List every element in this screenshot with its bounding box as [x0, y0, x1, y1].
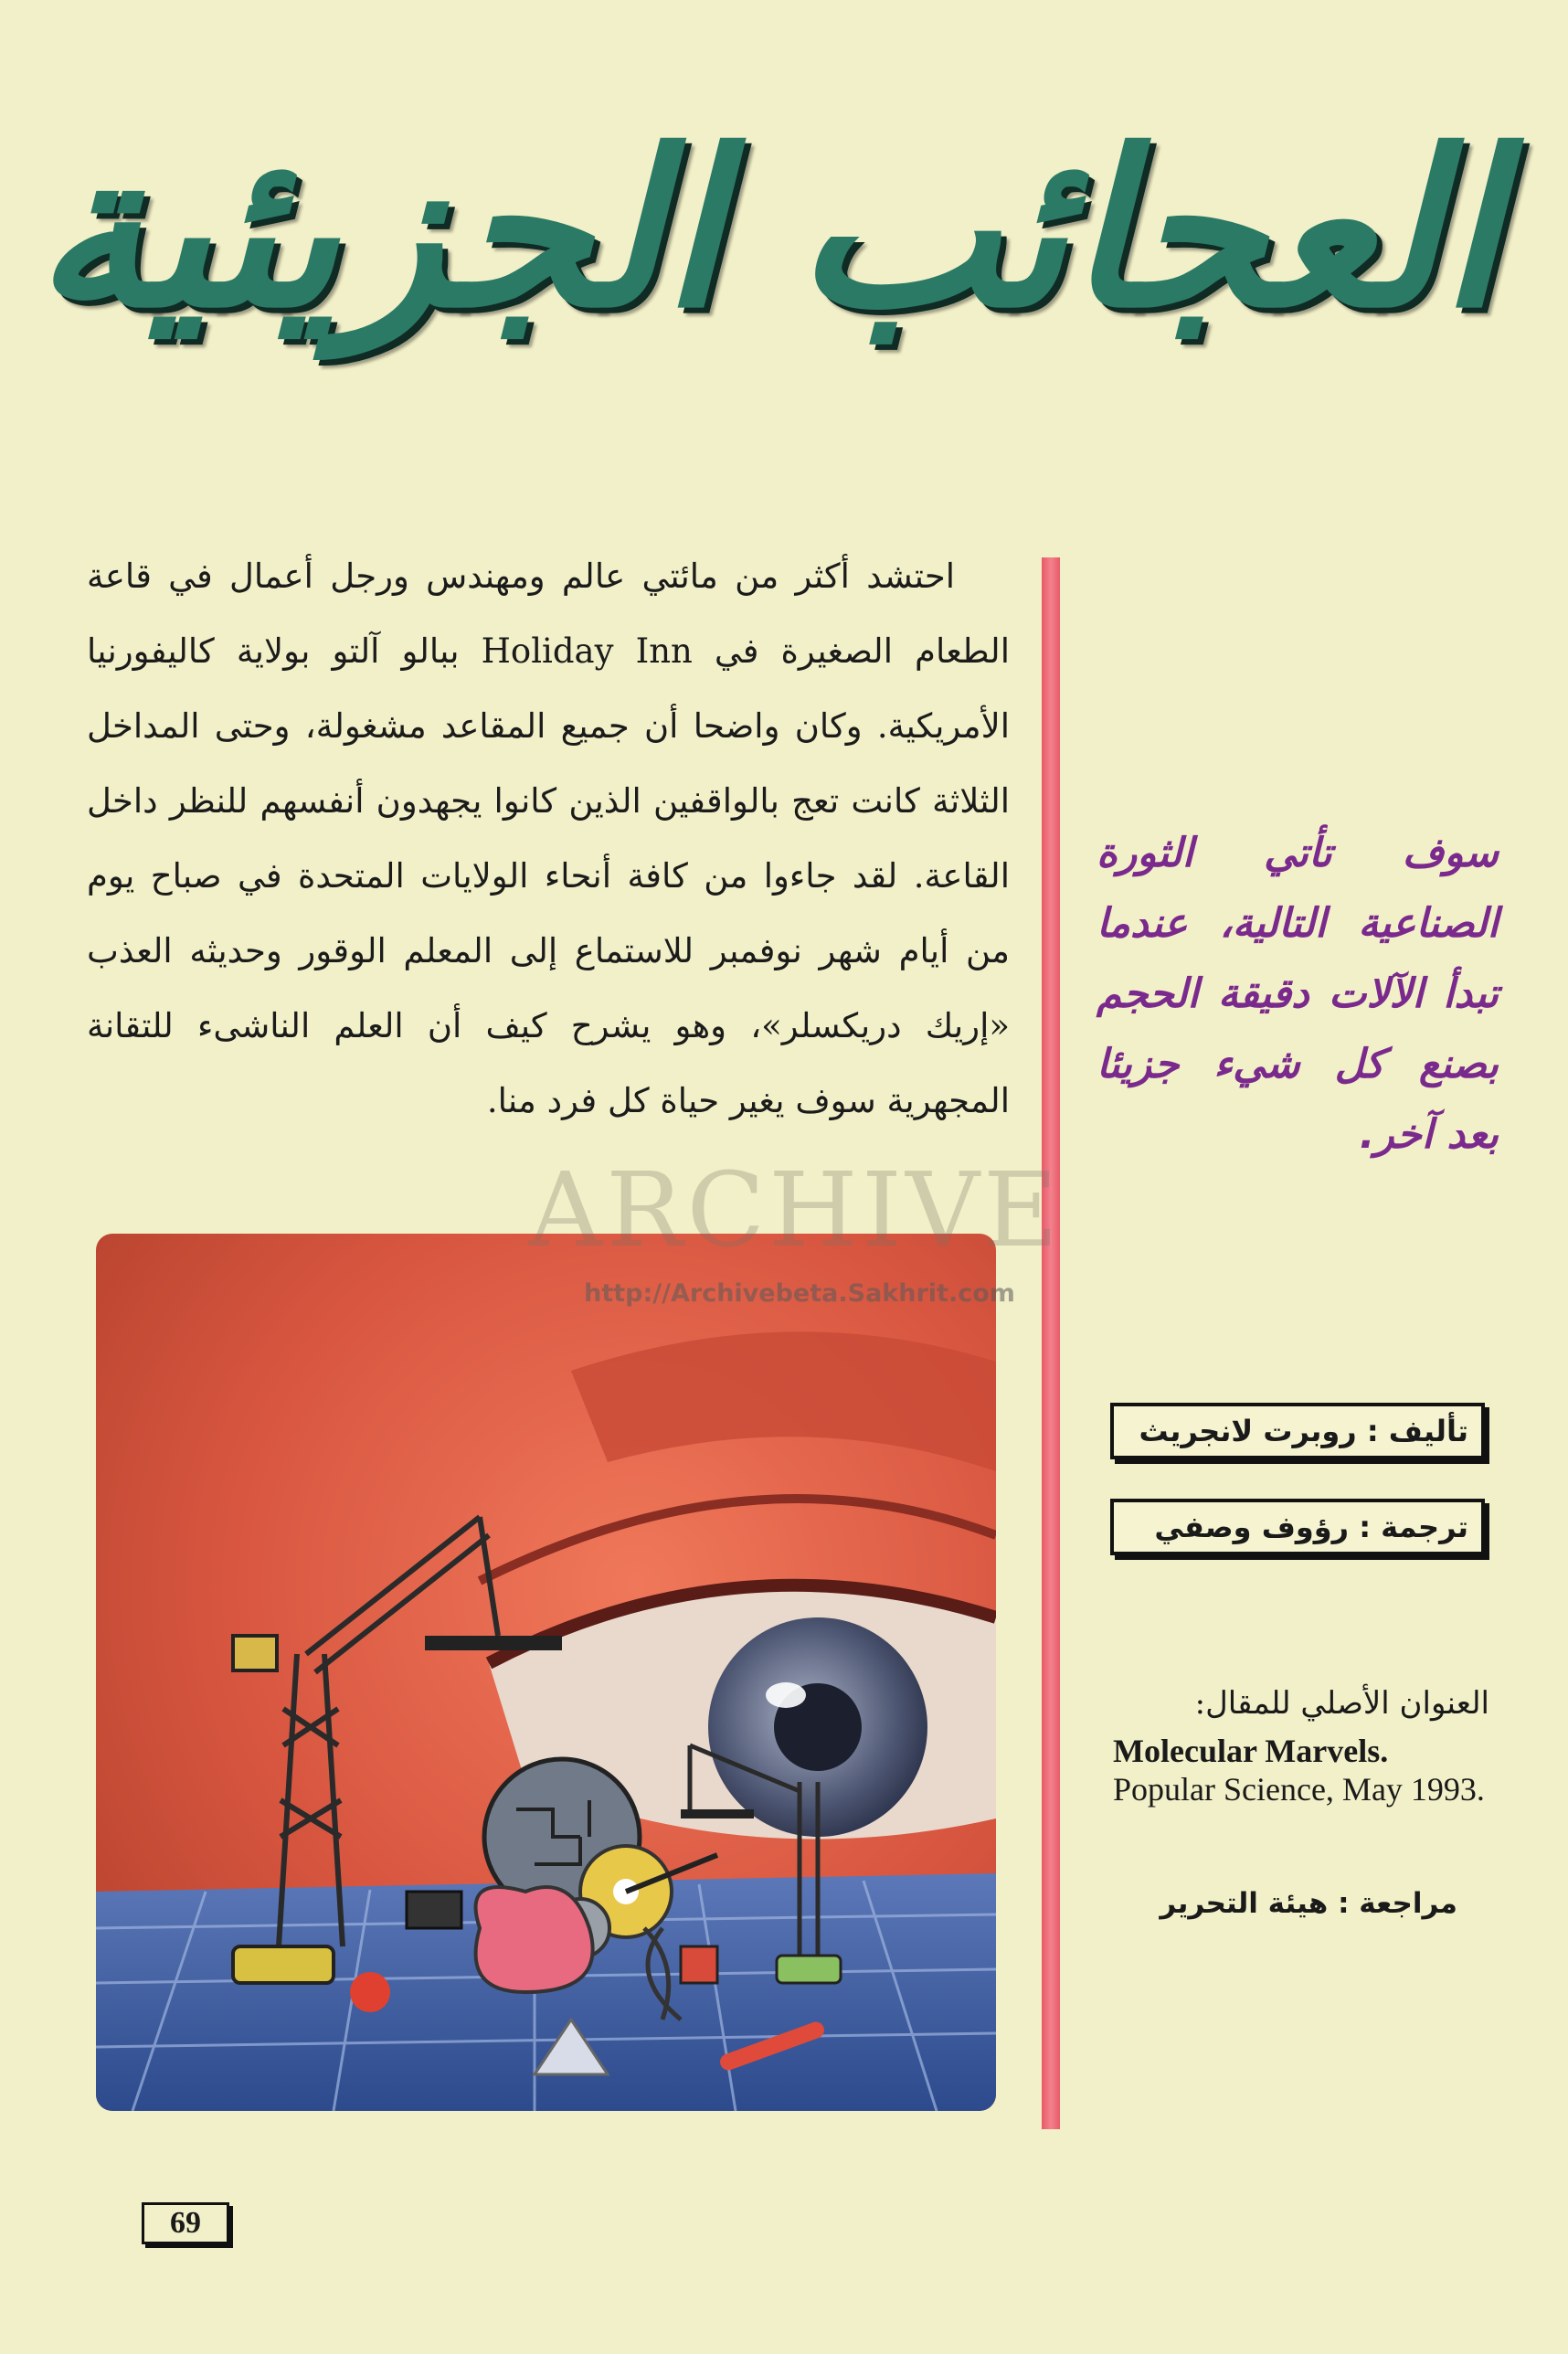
original-source: Popular Science, May 1993.	[1113, 1771, 1485, 1808]
watermark-text: ARCHIVE	[528, 1151, 1062, 1270]
body-paragraph: احتشد أكثر من مائتي عالم ومهندس ورجل أعمال في قاعة الطعام الصغيرة في Holiday Inn ببالو آلتو بولاية كاليفورنيا الأمريكية. وكان واضحا أن جميع المقاعد مشغولة، وحتى المداخل الثلاثة كانت تعج بالواقفين الذين كانوا يجهدون أنفسهم للنظر داخل القاعة. لقد جاءوا من كافة أنحاء الولايات المتحدة في صباح يوم من أيام شهر نوفمبر للاستماع إلى المعلم الوقور وحديثه العذب «إريك دريكسلر»، وهو يشرح كيف أن العلم الناشىء للتقانة المجهرية سوف يغير حياة كل فرد منا.	[87, 557, 1010, 1120]
pink-blob	[476, 1887, 593, 1992]
translator-credit-box: ترجمة : رؤوف وصفي	[1110, 1499, 1485, 1555]
crane-tracks	[233, 1946, 334, 1983]
original-title-block	[1113, 1732, 1515, 1808]
hanging-beam	[425, 1636, 562, 1650]
illustration	[96, 1234, 996, 2111]
right-hanging-beam	[681, 1809, 754, 1819]
original-title-english: Molecular Marvels.	[1113, 1733, 1389, 1769]
eye-highlight	[766, 1682, 806, 1708]
red-cube-icon	[681, 1946, 717, 1983]
red-ball-icon	[350, 1972, 390, 2012]
article-body	[87, 539, 1010, 1139]
eye-nanotech-illustration	[96, 1234, 996, 2111]
watermark-url: http://Archivebeta.Sakhrit.com	[584, 1279, 1015, 1308]
review-credit: مراجعة : هيئة التحرير	[1160, 1887, 1457, 1920]
vertical-divider	[1042, 557, 1060, 2129]
page-number: 69	[142, 2202, 229, 2244]
dark-box-icon	[407, 1892, 461, 1928]
crane-cab	[233, 1636, 277, 1670]
right-crane-base	[777, 1956, 841, 1983]
original-title-label: العنوان الأصلي للمقال:	[1194, 1685, 1489, 1722]
author-credit-box: تأليف : روبرت لانجريث	[1110, 1403, 1485, 1459]
pull-quote: سوف تأتي الثورة الصناعية التالية، عندما تبدأ الآلات دقيقة الحجم بصنع كل شيء جزيئا بعد آخر.	[1097, 830, 1499, 1158]
article-title: العجائب الجزيئية	[34, 106, 1499, 355]
